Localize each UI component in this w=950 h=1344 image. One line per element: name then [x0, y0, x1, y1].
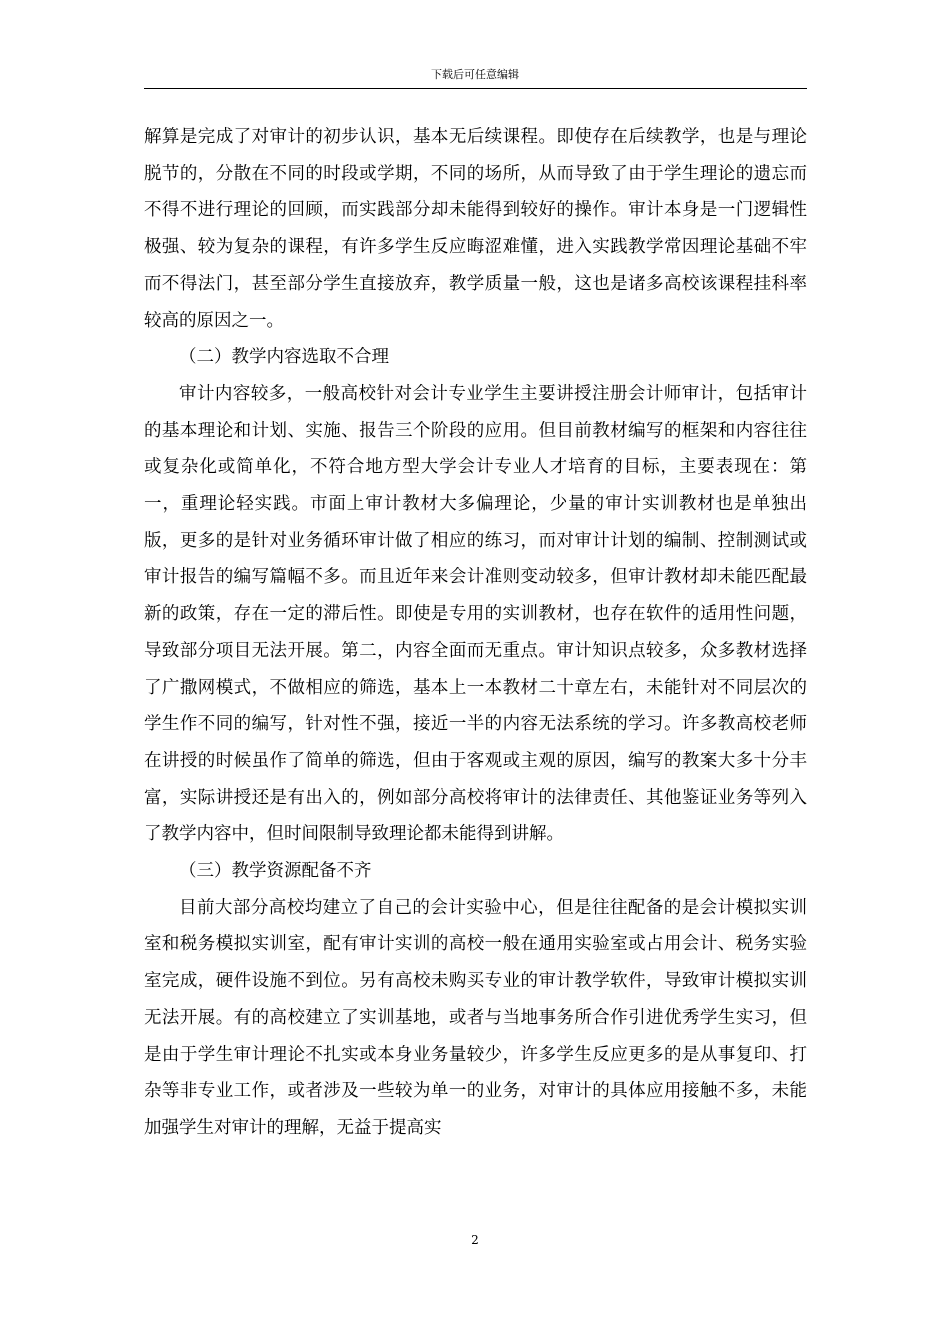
header-divider	[144, 88, 807, 89]
paragraph-teaching-content: 审计内容较多，一般高校针对会计专业学生主要讲授注册会计师审计，包括审计的基本理论和计划、实施、报告三个阶段的应用。但目前教材编写的框架和内容往往或复杂化或简单化，不符合地方型大学会计专业人才培育的目标，主要表现在：第一，重理论轻实践。市面上审计教材大多偏理论，少量的审计实训教材也是单独出版，更多的是针对业务循环审计做了相应的练习，而对审计计划的编制、控制测试或审计报告的编写篇幅不多。而且近年来会计准则变动较多，但审计教材却未能匹配最新的政策，存在一定的滞后性。即使是专用的实训教材，也存在软件的适用性问题，导致部分项目无法开展。第二，内容全面而无重点。审计知识点较多，众多教材选择了广撒网模式，不做相应的筛选，基本上一本教材二十章左右，未能针对不同层次的学生作不同的编写，针对性不强，接近一半的内容无法系统的学习。许多教高校老师在讲授的时候虽作了简单的筛选，但由于客观或主观的原因，编写的教案大多十分丰富，实际讲授还是有出入的，例如部分高校将审计的法律责任、其他鉴证业务等列入了教学内容中，但时间限制导致理论都未能得到讲解。	[144, 383, 807, 845]
document-body	[144, 119, 807, 1147]
page-number: 2	[471, 1233, 479, 1247]
paragraph-teaching-resources: 目前大部分高校均建立了自己的会计实验中心，但是往往配备的是会计模拟实训室和税务模拟实训室，配有审计实训的高校一般在通用实验室或占用会计、税务实验室完成，硬件设施不到位。另有高校未购买专业的审计教学软件，导致审计模拟实训无法开展。有的高校建立了实训基地，或者与当地事务所合作引进优秀学生实习，但是由于学生审计理论不扎实或本身业务量较少，许多学生反应更多的是从事复印、打杂等非专业工作，或者涉及一些较为单一的业务，对审计的具体应用接触不多，未能加强学生对审计的理解，无益于提高实	[144, 897, 807, 1138]
section-heading-teaching-content: （二）教学内容选取不合理	[179, 347, 389, 368]
section-heading-teaching-resources: （三）教学资源配备不齐	[179, 861, 372, 882]
page-header: 下载后可任意编辑	[431, 68, 519, 81]
paragraph-continuation: 解算是完成了对审计的初步认识，基本无后续课程。即使存在后续教学，也是与理论脱节的，分散在不同的时段或学期，不同的场所，从而导致了由于学生理论的遗忘而不得不进行理论的回顾，而实践部分却未能得到较好的操作。审计本身是一门逻辑性极强、较为复杂的课程，有许多学生反应晦涩难懂，进入实践教学常因理论基础不牢而不得法门，甚至部分学生直接放弃，教学质量一般，这也是诸多高校该课程挂科率较高的原因之一。	[144, 127, 807, 331]
